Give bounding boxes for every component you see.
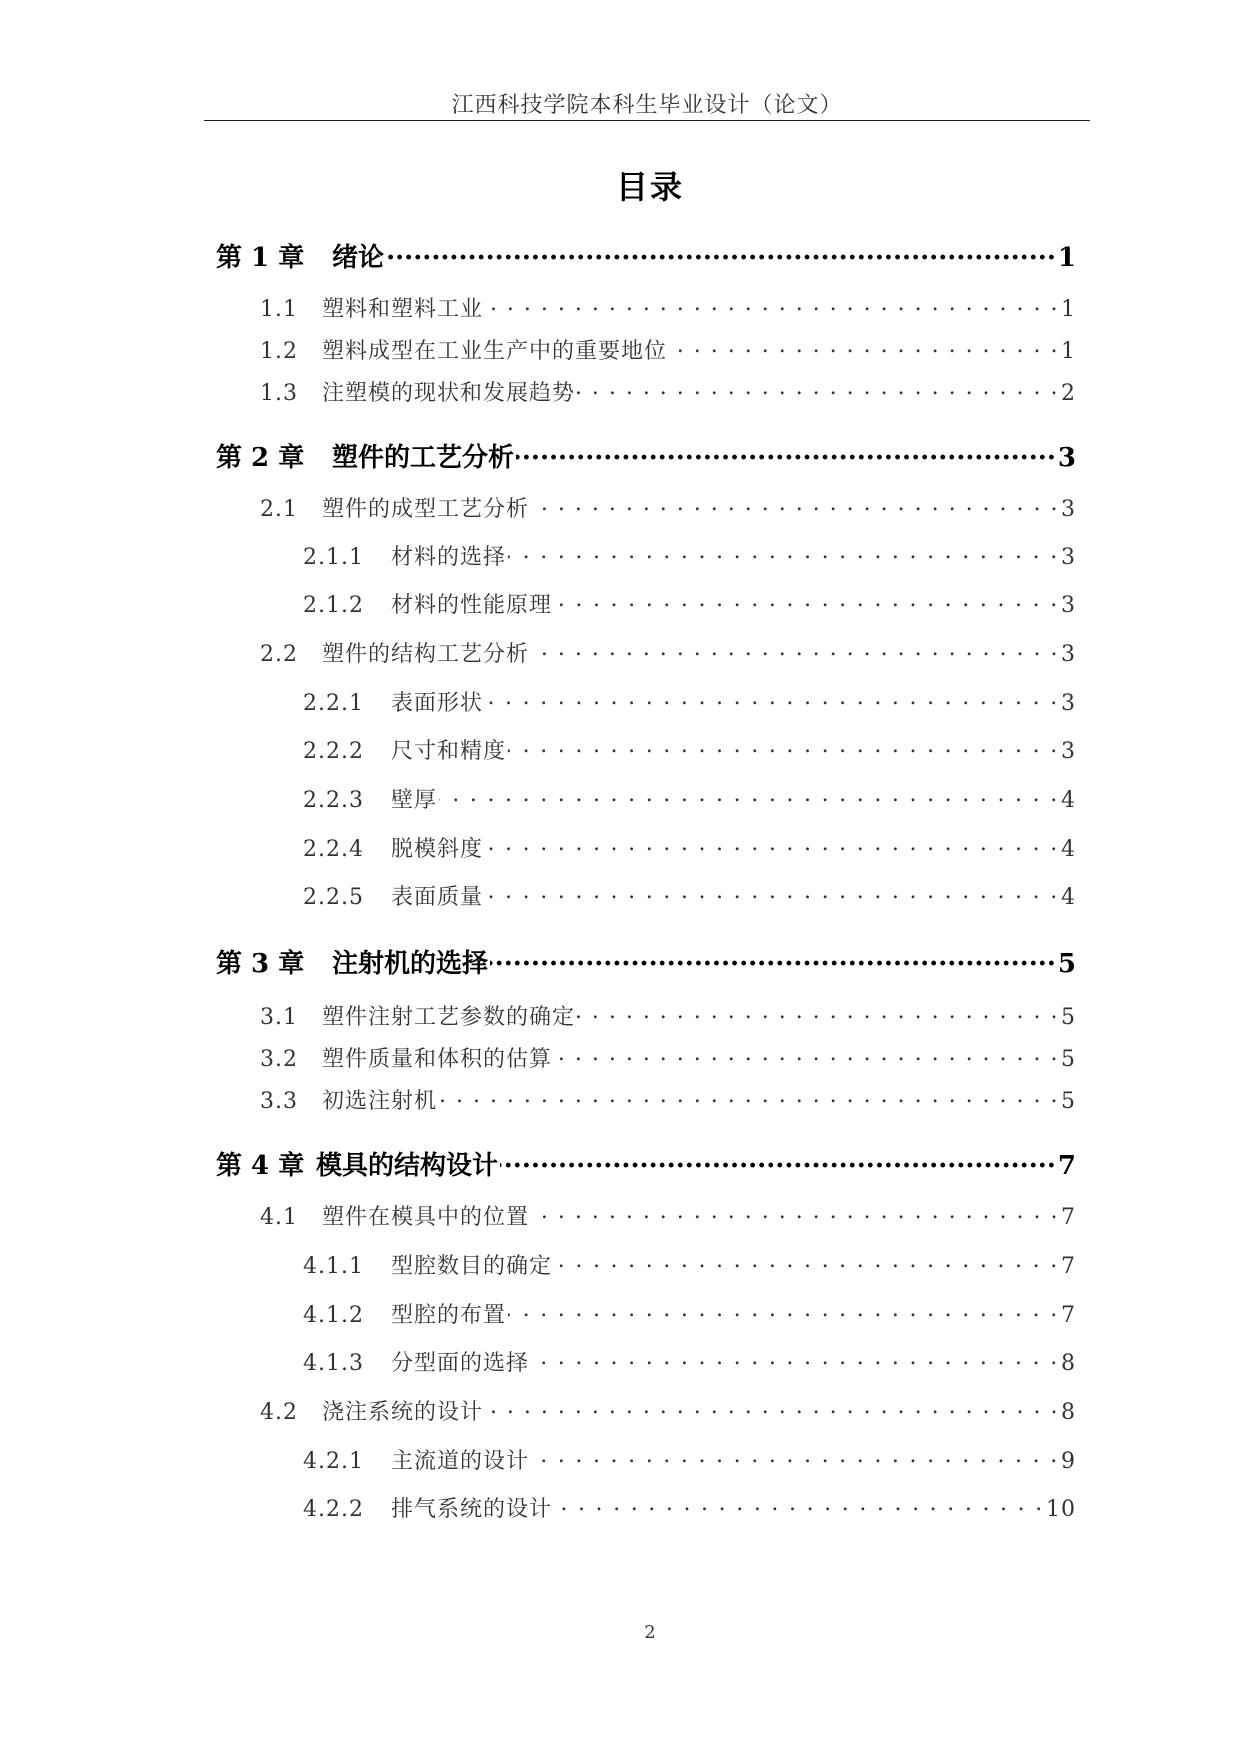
subsection-title: 表面形状 <box>391 691 484 716</box>
section-number: 4.1 <box>260 1205 298 1230</box>
chapter-title: 塑件的工艺分析 <box>332 443 515 473</box>
section-number: 1.3 <box>260 381 298 406</box>
section-title: 塑件注射工艺参数的确定 <box>322 1005 576 1030</box>
toc-subsection-2-2-3[interactable] <box>303 783 1076 814</box>
toc-section-3-3[interactable] <box>260 1084 1076 1115</box>
page-ref: 1 <box>1061 339 1076 364</box>
subsection-title: 表面质量 <box>391 885 484 910</box>
dot-leader <box>554 590 1059 612</box>
subsection-title: 型腔数目的确定 <box>391 1254 553 1279</box>
page-ref: 7 <box>1061 1303 1076 1328</box>
toc-subsection-2-2-4[interactable] <box>303 832 1076 863</box>
chapter-number: 第 3 章 <box>216 949 305 979</box>
toc-section-3-1[interactable] <box>260 1000 1076 1031</box>
dot-leader <box>669 336 1059 358</box>
dot-leader <box>508 542 1059 564</box>
page-ref: 4 <box>1061 788 1076 813</box>
dot-leader <box>577 378 1059 400</box>
page-ref: 5 <box>1061 1089 1076 1114</box>
toc-subsection-2-2-5[interactable] <box>303 880 1076 911</box>
dot-leader <box>531 639 1059 661</box>
toc-subsection-2-2-2[interactable] <box>303 734 1076 765</box>
dot-leader <box>485 688 1059 710</box>
toc-subsection-4-1-1[interactable] <box>303 1249 1076 1280</box>
page-ref: 7 <box>1061 1205 1076 1230</box>
chapter-number: 第 1 章 <box>216 243 305 273</box>
chapter-title: 注射机的选择 <box>332 949 489 979</box>
page-ref: 7 <box>1061 1254 1076 1279</box>
toc-subsection-4-2-2[interactable] <box>303 1492 1076 1523</box>
subsection-number: 2.2.3 <box>303 788 364 813</box>
dot-leader <box>554 1494 1044 1516</box>
page-ref: 2 <box>1061 381 1076 406</box>
toc-subsection-2-1-2[interactable] <box>303 588 1076 619</box>
subsection-number: 2.2.1 <box>303 691 364 716</box>
toc-section-3-2[interactable] <box>260 1042 1076 1073</box>
section-number: 1.1 <box>260 297 298 322</box>
subsection-number: 4.1.3 <box>303 1351 364 1376</box>
chapter-number: 第 2 章 <box>216 443 305 473</box>
section-title: 塑件质量和体积的估算 <box>322 1047 553 1072</box>
dot-leader <box>485 294 1059 316</box>
dot-leader <box>554 1251 1059 1273</box>
subsection-title: 脱模斜度 <box>391 837 484 862</box>
toc-subsection-4-2-1[interactable] <box>303 1444 1076 1475</box>
page-ref: 4 <box>1061 837 1076 862</box>
section-number: 2.1 <box>260 497 298 522</box>
dot-leader <box>554 1044 1059 1066</box>
page-ref: 5 <box>1061 1005 1076 1030</box>
subsection-title: 材料的性能原理 <box>391 593 553 618</box>
page-ref: 3 <box>1061 593 1076 618</box>
running-header: 江西科技学院本科生毕业设计（论文） <box>451 93 843 118</box>
page-ref: 4 <box>1061 885 1076 910</box>
toc-section-1-3[interactable] <box>260 376 1076 407</box>
section-title: 浇注系统的设计 <box>322 1400 484 1425</box>
subsection-number: 2.2.2 <box>303 739 364 764</box>
page-ref: 9 <box>1061 1449 1076 1474</box>
section-number: 3.2 <box>260 1047 298 1072</box>
subsection-title: 型腔的布置 <box>391 1303 507 1328</box>
toc-section-4-2[interactable] <box>260 1395 1076 1426</box>
page-ref: 3 <box>1061 739 1076 764</box>
toc-subsection-2-1-1[interactable] <box>303 540 1076 571</box>
page-ref: 5 <box>1057 949 1076 979</box>
dot-leader <box>386 240 1056 266</box>
toc-section-4-1[interactable] <box>260 1200 1076 1231</box>
section-number: 1.2 <box>260 339 298 364</box>
dot-leader <box>500 1148 1056 1174</box>
page-ref: 3 <box>1061 545 1076 570</box>
subsection-title: 主流道的设计 <box>391 1449 530 1474</box>
dot-leader <box>485 834 1059 856</box>
dot-leader <box>508 736 1059 758</box>
page-ref: 8 <box>1061 1400 1076 1425</box>
dot-leader <box>485 882 1059 904</box>
toc-section-1-1[interactable] <box>260 292 1076 323</box>
toc-chapter-3[interactable] <box>216 943 1076 980</box>
section-title: 初选注射机 <box>322 1089 438 1114</box>
toc-subsection-2-2-1[interactable] <box>303 686 1076 717</box>
section-number: 3.3 <box>260 1089 298 1114</box>
page-ref: 1 <box>1057 243 1076 273</box>
page-ref: 5 <box>1061 1047 1076 1072</box>
page-ref: 1 <box>1061 297 1076 322</box>
page-ref: 3 <box>1057 443 1076 473</box>
page-ref: 3 <box>1061 642 1076 667</box>
subsection-number: 2.2.5 <box>303 885 364 910</box>
chapter-title: 模具的结构设计 <box>316 1151 499 1181</box>
dot-leader <box>490 946 1056 972</box>
section-title: 注塑模的现状和发展趋势 <box>322 381 576 406</box>
section-title: 塑件在模具中的位置 <box>322 1205 530 1230</box>
subsection-number: 2.2.4 <box>303 837 364 862</box>
dot-leader <box>531 1446 1059 1468</box>
chapter-title: 绪论 <box>332 243 385 273</box>
page-ref: 10 <box>1046 1497 1076 1522</box>
chapter-number: 第 4 章 <box>216 1151 305 1181</box>
section-title: 塑料和塑料工业 <box>322 297 484 322</box>
subsection-number: 4.1.1 <box>303 1254 364 1279</box>
subsection-title: 尺寸和精度 <box>391 739 507 764</box>
subsection-title: 分型面的选择 <box>391 1351 530 1376</box>
dot-leader <box>485 1397 1059 1419</box>
toc-section-1-2[interactable] <box>260 334 1076 365</box>
page-number: 2 <box>644 1622 656 1643</box>
page-ref: 3 <box>1061 497 1076 522</box>
dot-leader <box>577 1002 1059 1024</box>
toc-section-2-1[interactable] <box>260 492 1076 523</box>
section-number: 4.2 <box>260 1400 298 1425</box>
subsection-number: 2.1.1 <box>303 545 364 570</box>
toc-subsection-4-1-3[interactable] <box>303 1346 1076 1377</box>
dot-leader <box>439 1086 1059 1108</box>
subsection-number: 4.2.2 <box>303 1497 364 1522</box>
toc-chapter-2[interactable] <box>216 437 1076 474</box>
toc-chapter-4[interactable] <box>216 1145 1076 1182</box>
page-ref: 3 <box>1061 691 1076 716</box>
dot-leader <box>516 440 1056 466</box>
section-title: 塑料成型在工业生产中的重要地位 <box>322 339 668 364</box>
page-ref: 8 <box>1061 1351 1076 1376</box>
dot-leader <box>439 785 1059 807</box>
subsection-number: 4.1.2 <box>303 1303 364 1328</box>
dot-leader <box>508 1300 1059 1322</box>
page-ref: 7 <box>1057 1151 1076 1181</box>
dot-leader <box>531 494 1059 516</box>
toc-chapter-1[interactable] <box>216 237 1076 274</box>
subsection-title: 壁厚 <box>391 788 438 813</box>
subsection-number: 2.1.2 <box>303 593 364 618</box>
section-title: 塑件的结构工艺分析 <box>322 642 530 667</box>
dot-leader <box>531 1348 1059 1370</box>
section-number: 2.2 <box>260 642 298 667</box>
subsection-title: 排气系统的设计 <box>391 1497 553 1522</box>
toc-section-2-2[interactable] <box>260 637 1076 668</box>
toc-title: 目录 <box>615 168 684 206</box>
dot-leader <box>531 1202 1059 1224</box>
subsection-number: 4.2.1 <box>303 1449 364 1474</box>
toc-subsection-4-1-2[interactable] <box>303 1298 1076 1329</box>
subsection-title: 材料的选择 <box>391 545 507 570</box>
section-number: 3.1 <box>260 1005 298 1030</box>
section-title: 塑件的成型工艺分析 <box>322 497 530 522</box>
